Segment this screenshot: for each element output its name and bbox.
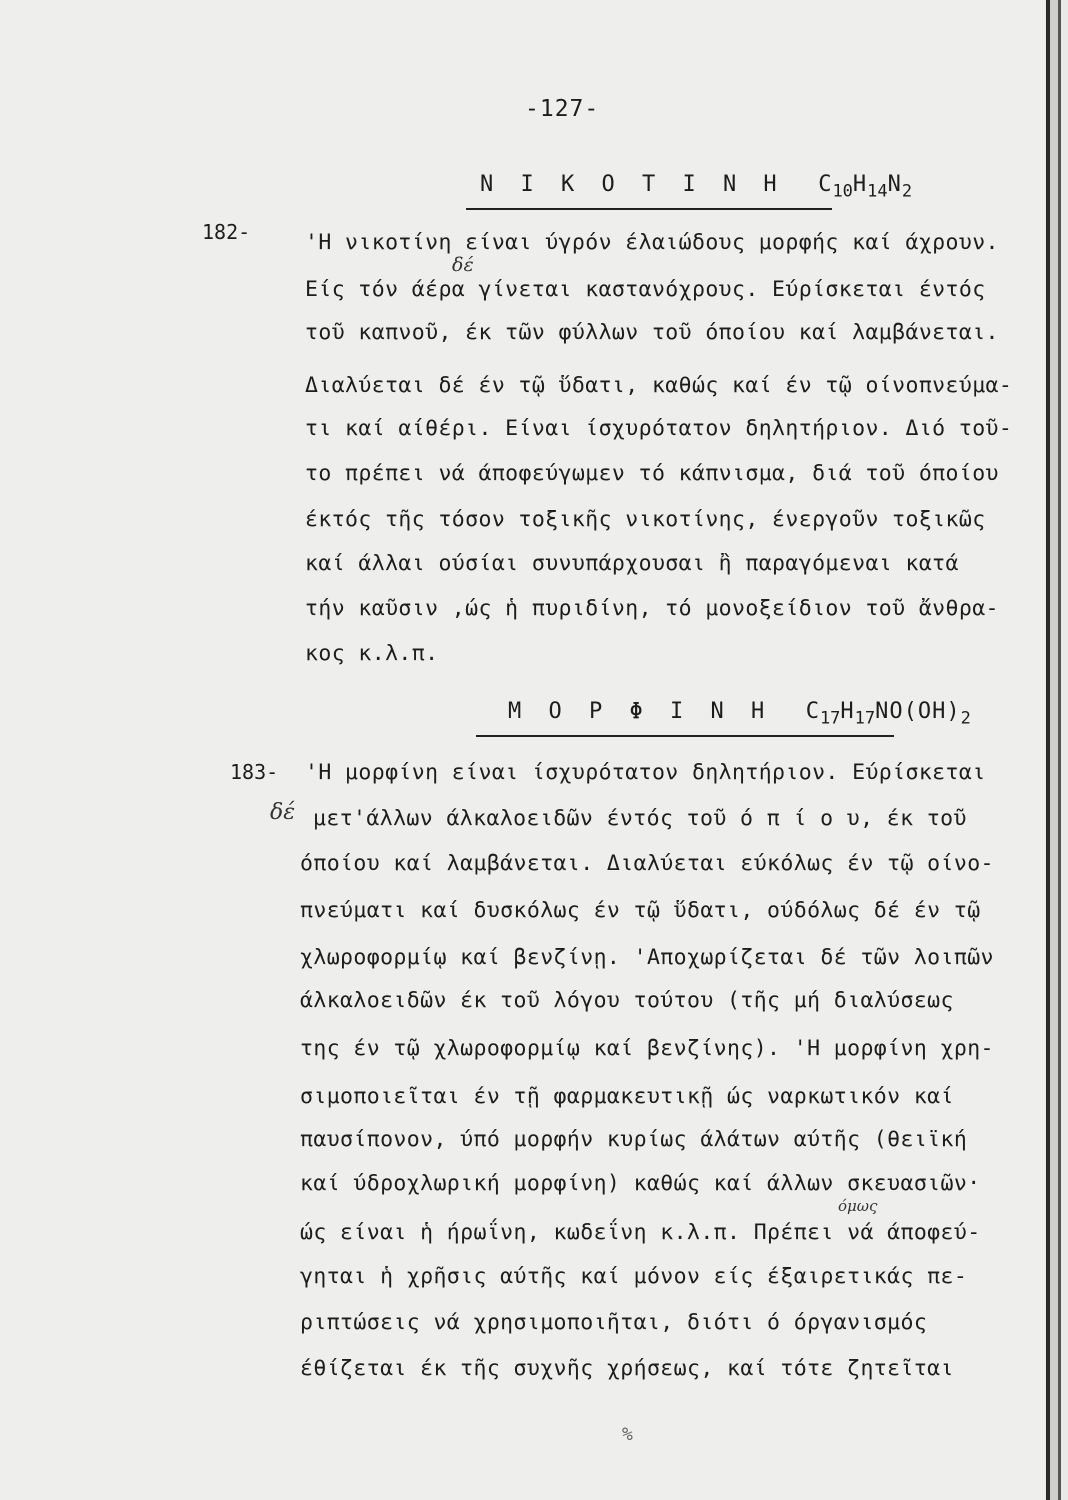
page-edge-strip bbox=[1050, 0, 1058, 1500]
section-heading-nicotine bbox=[480, 172, 912, 201]
text-line: ώς είναι ἡ ήρωΐνη, κωδεΐνη κ.λ.π. Πρέπει νά άποφεύ- bbox=[300, 1220, 981, 1245]
text-line: ριπτώσεις νά χρησιμοποιῆται, διότι ό όργανισμός bbox=[300, 1310, 928, 1335]
text-line: τι καί αίθέρι. Είναι ίσχυρότατον δηλητήριον. Διό τοῦ- bbox=[305, 416, 1013, 441]
text-line: 'Η νικοτίνη είναι ύγρόν έλαιώδους μορφής καί άχρουν. bbox=[305, 230, 999, 255]
handwritten-correction: δέ bbox=[270, 800, 296, 825]
chemical-formula: $C_{17}H_{17}NO(OH)_2$ bbox=[805, 699, 971, 729]
handwritten-correction: δέ bbox=[452, 254, 474, 276]
text-line: Είς τόν άέρα γίνεται καστανόχρους. Εύρίσκεται έντός bbox=[305, 277, 986, 302]
text-line: παυσίπονον, ύπό μορφήν κυρίως άλάτων αύτῆς (θειϊκή bbox=[300, 1127, 968, 1152]
text-line: χλωροφορμίῳ καί βενζίνῃ. 'Αποχωρίζεται δέ τῶν λοιπῶν bbox=[300, 945, 994, 970]
text-line: άλκαλοειδῶν έκ τοῦ λόγου τούτου (τῆς μή διαλύσεως bbox=[300, 988, 954, 1013]
text-line: σιμοποιεῖται έν τῇ φαρμακευτικῇ ώς ναρκωτικόν καί bbox=[300, 1084, 954, 1109]
text-line: τήν καῦσιν ,ώς ἡ πυριδίνη, τό μονοξείδιον τοῦ ἄνθρα- bbox=[305, 596, 999, 621]
text-line: Διαλύεται δέ έν τῷ ὕδατι, καθώς καί έν τῷ οίνοπνεύμα- bbox=[305, 373, 1013, 398]
heading-title: N I K O T I N H bbox=[480, 172, 784, 197]
page-number: -127- bbox=[525, 96, 600, 122]
text-line: κος κ.λ.π. bbox=[305, 641, 439, 666]
section-heading-morphine bbox=[508, 699, 971, 728]
text-line: γηται ἡ χρῆσις αύτῆς καί μόνον είς έξαιρετικάς πε- bbox=[300, 1264, 968, 1289]
text-line: έκτός τῆς τόσον τοξικῆς νικοτίνης, ένεργοῦν τοξικῶς bbox=[305, 507, 986, 532]
text-line: έθίζεται έκ τῆς συχνῆς χρήσεως, καί τότε ζητεῖται bbox=[300, 1356, 954, 1381]
footer-mark: % bbox=[622, 1424, 633, 1445]
text-line: 'Η μορφίνη είναι ίσχυρότατον δηλητήριον. Εύρίσκεται bbox=[305, 760, 986, 785]
text-line: της έν τῷ χλωροφορμίῳ καί βενζίνης). 'Η μορφίνη χρη- bbox=[300, 1036, 994, 1061]
chemical-formula: $C_{10}H_{14}N_2$ bbox=[818, 172, 913, 202]
handwritten-correction: όμως bbox=[838, 1197, 878, 1215]
page-edge-outer bbox=[1058, 0, 1061, 1500]
heading-underline bbox=[466, 208, 832, 210]
text-line: πνεύματι καί δυσκόλως έν τῷ ὕδατι, ούδόλως δέ έν τῷ bbox=[300, 898, 981, 923]
text-line: τοῦ καπνοῦ, έκ τῶν φύλλων τοῦ όποίου καί λαμβάνεται. bbox=[305, 320, 999, 345]
heading-underline bbox=[476, 735, 894, 737]
text-line: μετ'άλλων άλκαλοειδῶν έντός τοῦ ό π ί ο υ, έκ τοῦ bbox=[313, 806, 967, 831]
text-line: το πρέπει νά άποφεύγωμεν τό κάπνισμα, διά τοῦ όποίου bbox=[305, 461, 999, 486]
heading-title: M O P Φ I N H bbox=[508, 699, 772, 724]
paragraph-number: 182- bbox=[202, 220, 251, 244]
paragraph-number: 183- bbox=[230, 760, 279, 784]
text-line: καί ύδροχλωρική μορφίνη) καθώς καί άλλων σκευασιῶν· bbox=[300, 1171, 981, 1196]
text-line: όποίου καί λαμβάνεται. Διαλύεται εύκόλως έν τῷ οίνο- bbox=[300, 851, 994, 876]
text-line: καί άλλαι ούσίαι συνυπάρχουσαι ἢ παραγόμεναι κατά bbox=[305, 551, 959, 576]
